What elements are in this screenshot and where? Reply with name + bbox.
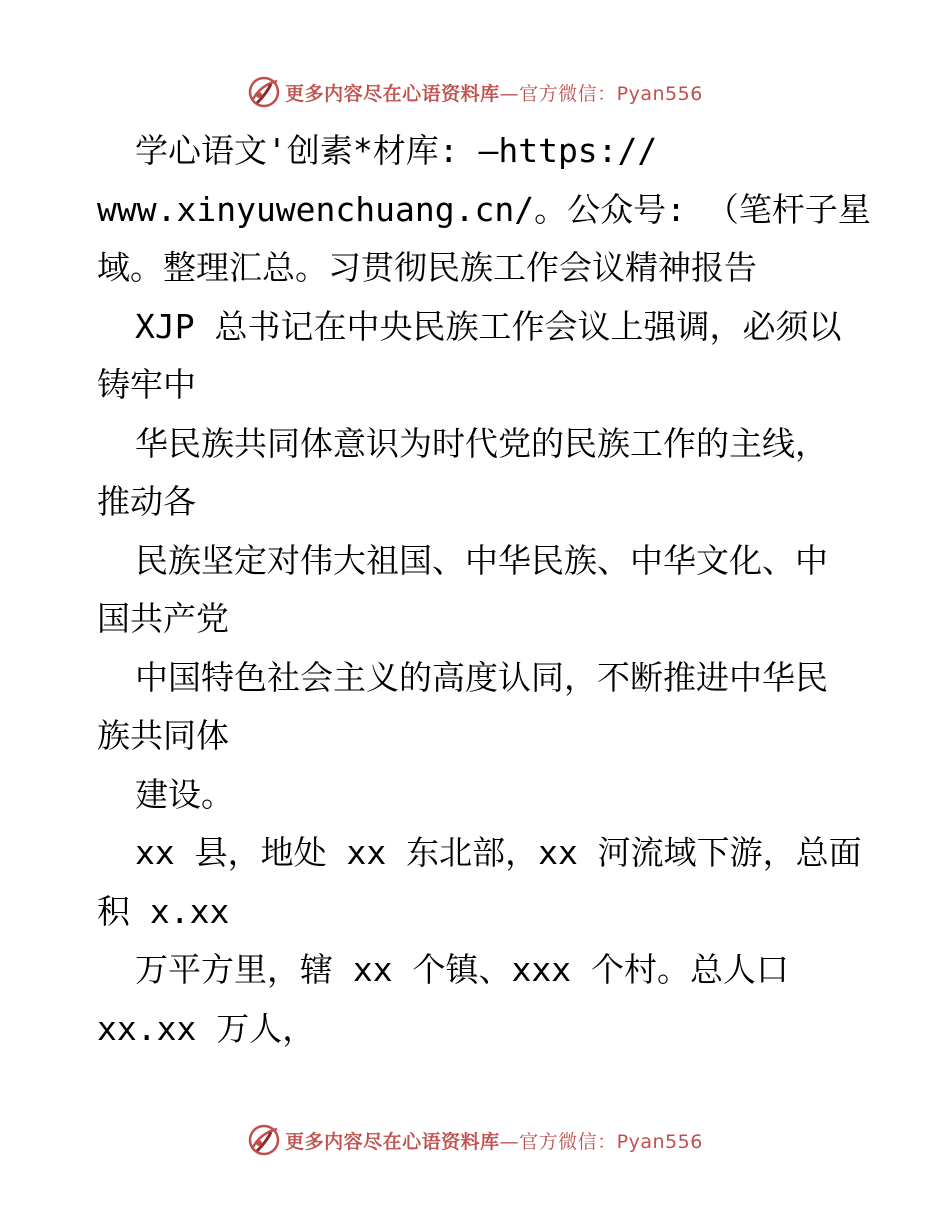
- text-line: 万平方里，辖 xx 个镇、xxx 个村。总人口: [135, 950, 789, 989]
- banner-text: 更多内容尽在心语资料库—官方微信：Pyan556: [285, 82, 703, 105]
- header-banner: [0, 72, 950, 112]
- brand-logo-icon: [247, 75, 281, 109]
- text-line: 铸牢中: [97, 365, 196, 404]
- text-line: xx.xx 万人，: [97, 1008, 316, 1048]
- document-body: [97, 122, 871, 1058]
- text-line: 建设。: [135, 774, 234, 814]
- text-line: 积 x.xx: [97, 891, 230, 931]
- brand-logo-icon: [247, 1123, 281, 1157]
- text-line: XJP 总书记在中央民族工作会议上强调，必须以: [135, 306, 842, 346]
- text-line: 族共同体: [97, 716, 229, 755]
- text-line: 华民族共同体意识为时代党的民族工作的主线，: [135, 423, 828, 463]
- banner-text: 更多内容尽在心语资料库—官方微信：Pyan556: [285, 1130, 703, 1153]
- text-line: 推动各: [97, 482, 196, 521]
- text-line: 学心语文'创素*材库: —https://: [135, 131, 658, 170]
- text-line: www.xinyuwenchuang.cn/。公众号: （笔杆子星: [97, 189, 871, 229]
- text-line: xx 县，地处 xx 东北部，xx 河流域下游，总面: [135, 833, 862, 872]
- footer-banner: [0, 1120, 950, 1160]
- text-line: 国共产党: [97, 599, 229, 638]
- text-line: 中国特色社会主义的高度认同，不断推进中华民: [135, 657, 828, 697]
- text-line: 域。整理汇总。习贯彻民族工作会议精神报告: [97, 248, 757, 287]
- text-line: 民族坚定对伟大祖国、中华民族、中华文化、中: [135, 540, 828, 580]
